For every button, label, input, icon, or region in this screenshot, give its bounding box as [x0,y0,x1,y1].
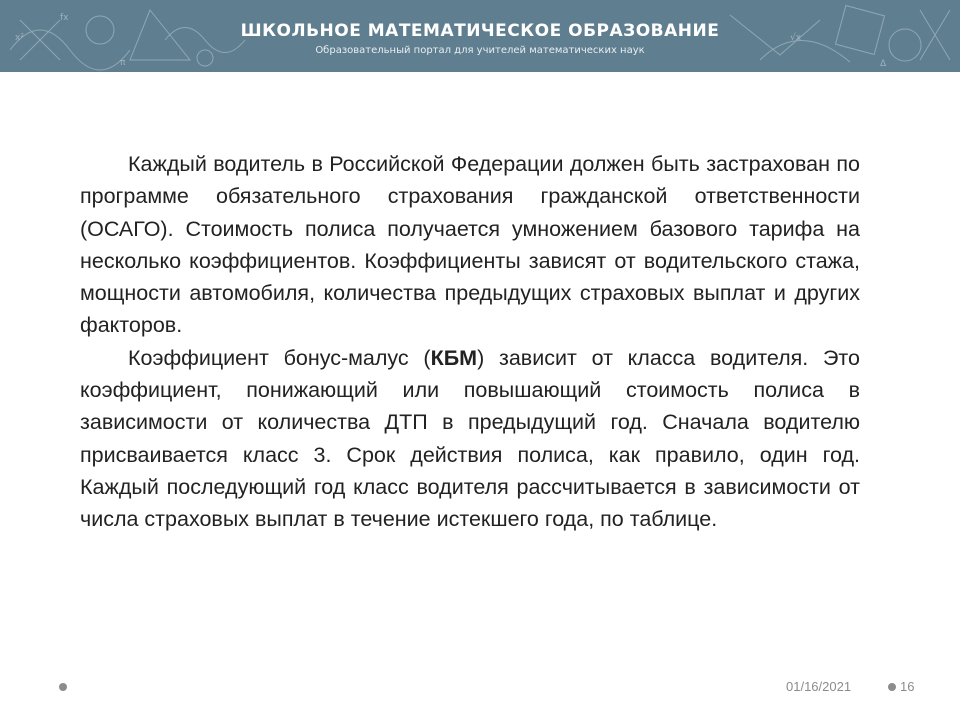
banner-subtitle: Образовательный портал для учителей математических наук [315,45,645,56]
paragraph-kbm-start: Коэффициент бонус-малус ( [128,345,431,370]
svg-text:Δ: Δ [880,59,887,69]
paragraph-osago: Каждый водитель в Российской Федерации должен быть застрахован по программе обязательного страхования гражданской ответственности (ОСАГО). Стоимость полиса получается умножением базового тарифа на несколько коэффициентов. Коэффициенты зависят от водительского стажа, мощности автомобиля, количества предыдущих страховых выплат и других факторов. [80,152,860,338]
svg-text:x²: x² [15,33,24,43]
paragraph-kbm-rest: ) зависит от класса водителя. Это коэффициент, понижающий или повышающий стоимость полиса в зависимости от количества ДТП в предыдущий год. Сначала водителю присваивается класс 3. Срок действия полиса, как правило, один год. Каждый последующий год класс водителя рассчитывается в зависимости от числа страховых выплат в течение истекшего года, по таблице. [80,345,860,532]
footer-date: 01/16/2021 [786,679,852,694]
footer-separator-dot [888,683,896,691]
svg-text:π: π [120,58,126,68]
banner-title: ШКОЛЬНОЕ МАТЕМАТИЧЕСКОЕ ОБРАЗОВАНИЕ [240,21,720,41]
footer-left-dot [59,683,67,691]
page-number: 16 [900,679,915,694]
svg-text:fx: fx [60,13,69,23]
svg-text:√x: √x [790,33,802,43]
paragraph-kbm [80,342,860,536]
kbm-abbreviation: КБМ [430,345,478,370]
slide-text [80,148,860,536]
header-banner [0,0,960,72]
